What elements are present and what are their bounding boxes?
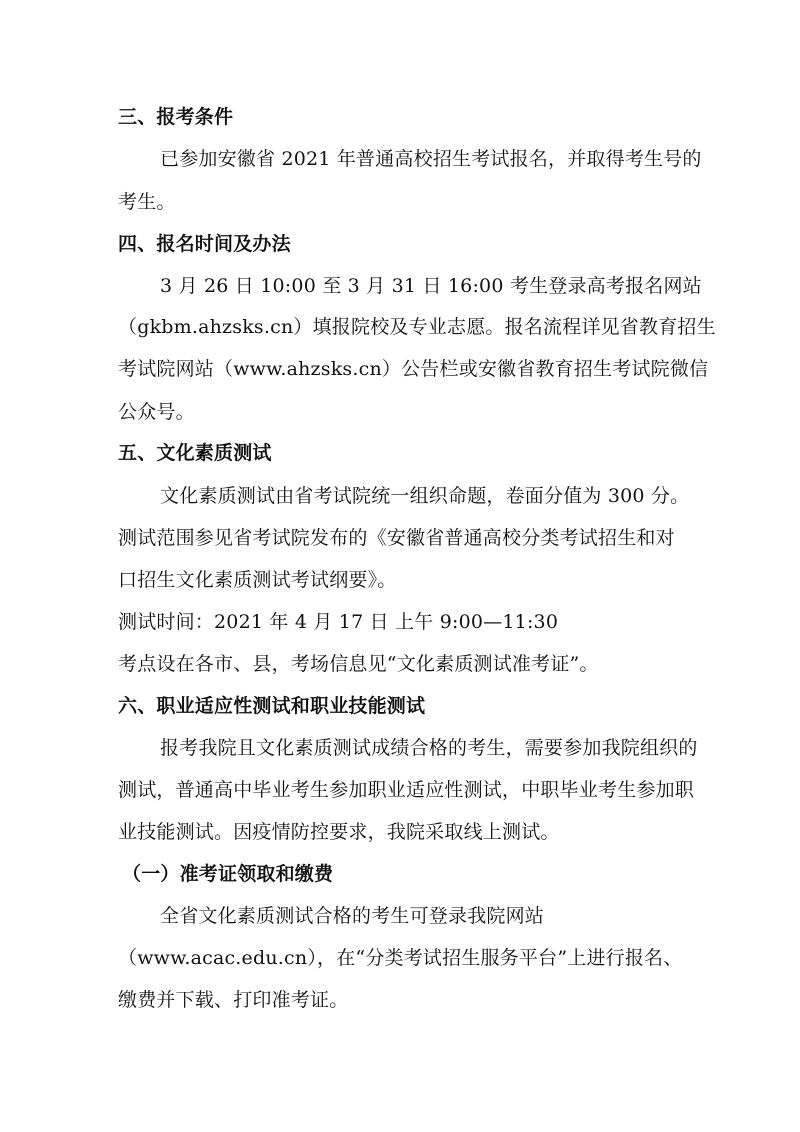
paragraph-line: 缴费并下载、打印准考证。 bbox=[118, 989, 349, 1011]
section-heading-vocational-test: 六、职业适应性测试和职业技能测试 bbox=[118, 695, 426, 717]
paragraph-line: 业技能测试。因疫情防控要求，我院采取线上测试。 bbox=[118, 821, 560, 843]
paragraph-line: 已参加安徽省 2021 年普通高校招生考试报名，并取得考生号的 bbox=[160, 148, 702, 170]
paragraph-line: （www.acac.edu.cn），在“分类考试招生服务平台”上进行报名、 bbox=[118, 947, 683, 969]
test-time-line: 测试时间：2021 年 4 月 17 日 上午 9:00—11:30 bbox=[118, 611, 559, 633]
subsection-heading-admission-ticket: （一）准考证领取和缴费 bbox=[122, 863, 334, 885]
paragraph-line: 测试范围参见省考试院发布的《安徽省普通高校分类考试招生和对 bbox=[118, 527, 675, 549]
paragraph-line: 文化素质测试由省考试院统一组织命题，卷面分值为 300 分。 bbox=[160, 485, 690, 507]
paragraph-line: 考生。 bbox=[118, 191, 176, 213]
paragraph-line: 口招生文化素质测试考试纲要》。 bbox=[118, 569, 397, 591]
section-heading-culture-test: 五、文化素质测试 bbox=[118, 442, 272, 464]
section-heading-eligibility: 三、报考条件 bbox=[118, 106, 234, 128]
paragraph-line: （gkbm.ahzsks.cn）填报院校及专业志愿。报名流程详见省教育招生 bbox=[118, 316, 716, 338]
paragraph-line: 考试院网站（www.ahzsks.cn）公告栏或安徽省教育招生考试院微信 bbox=[118, 358, 709, 380]
paragraph-line: 考点设在各市、县，考场信息见“文化素质测试准考证”。 bbox=[118, 653, 599, 675]
paragraph-line: 公众号。 bbox=[118, 401, 195, 423]
paragraph-line: 测试，普通高中毕业考生参加职业适应性测试，中职毕业考生参加职 bbox=[118, 779, 695, 801]
paragraph-line: 3 月 26 日 10:00 至 3 月 31 日 16:00 考生登录高考报名网站 bbox=[160, 275, 702, 297]
paragraph-line: 报考我院且文化素质测试成绩合格的考生，需要参加我院组织的 bbox=[160, 737, 698, 759]
section-heading-registration: 四、报名时间及办法 bbox=[118, 233, 291, 255]
paragraph-line: 全省文化素质测试合格的考生可登录我院网站 bbox=[160, 905, 545, 927]
